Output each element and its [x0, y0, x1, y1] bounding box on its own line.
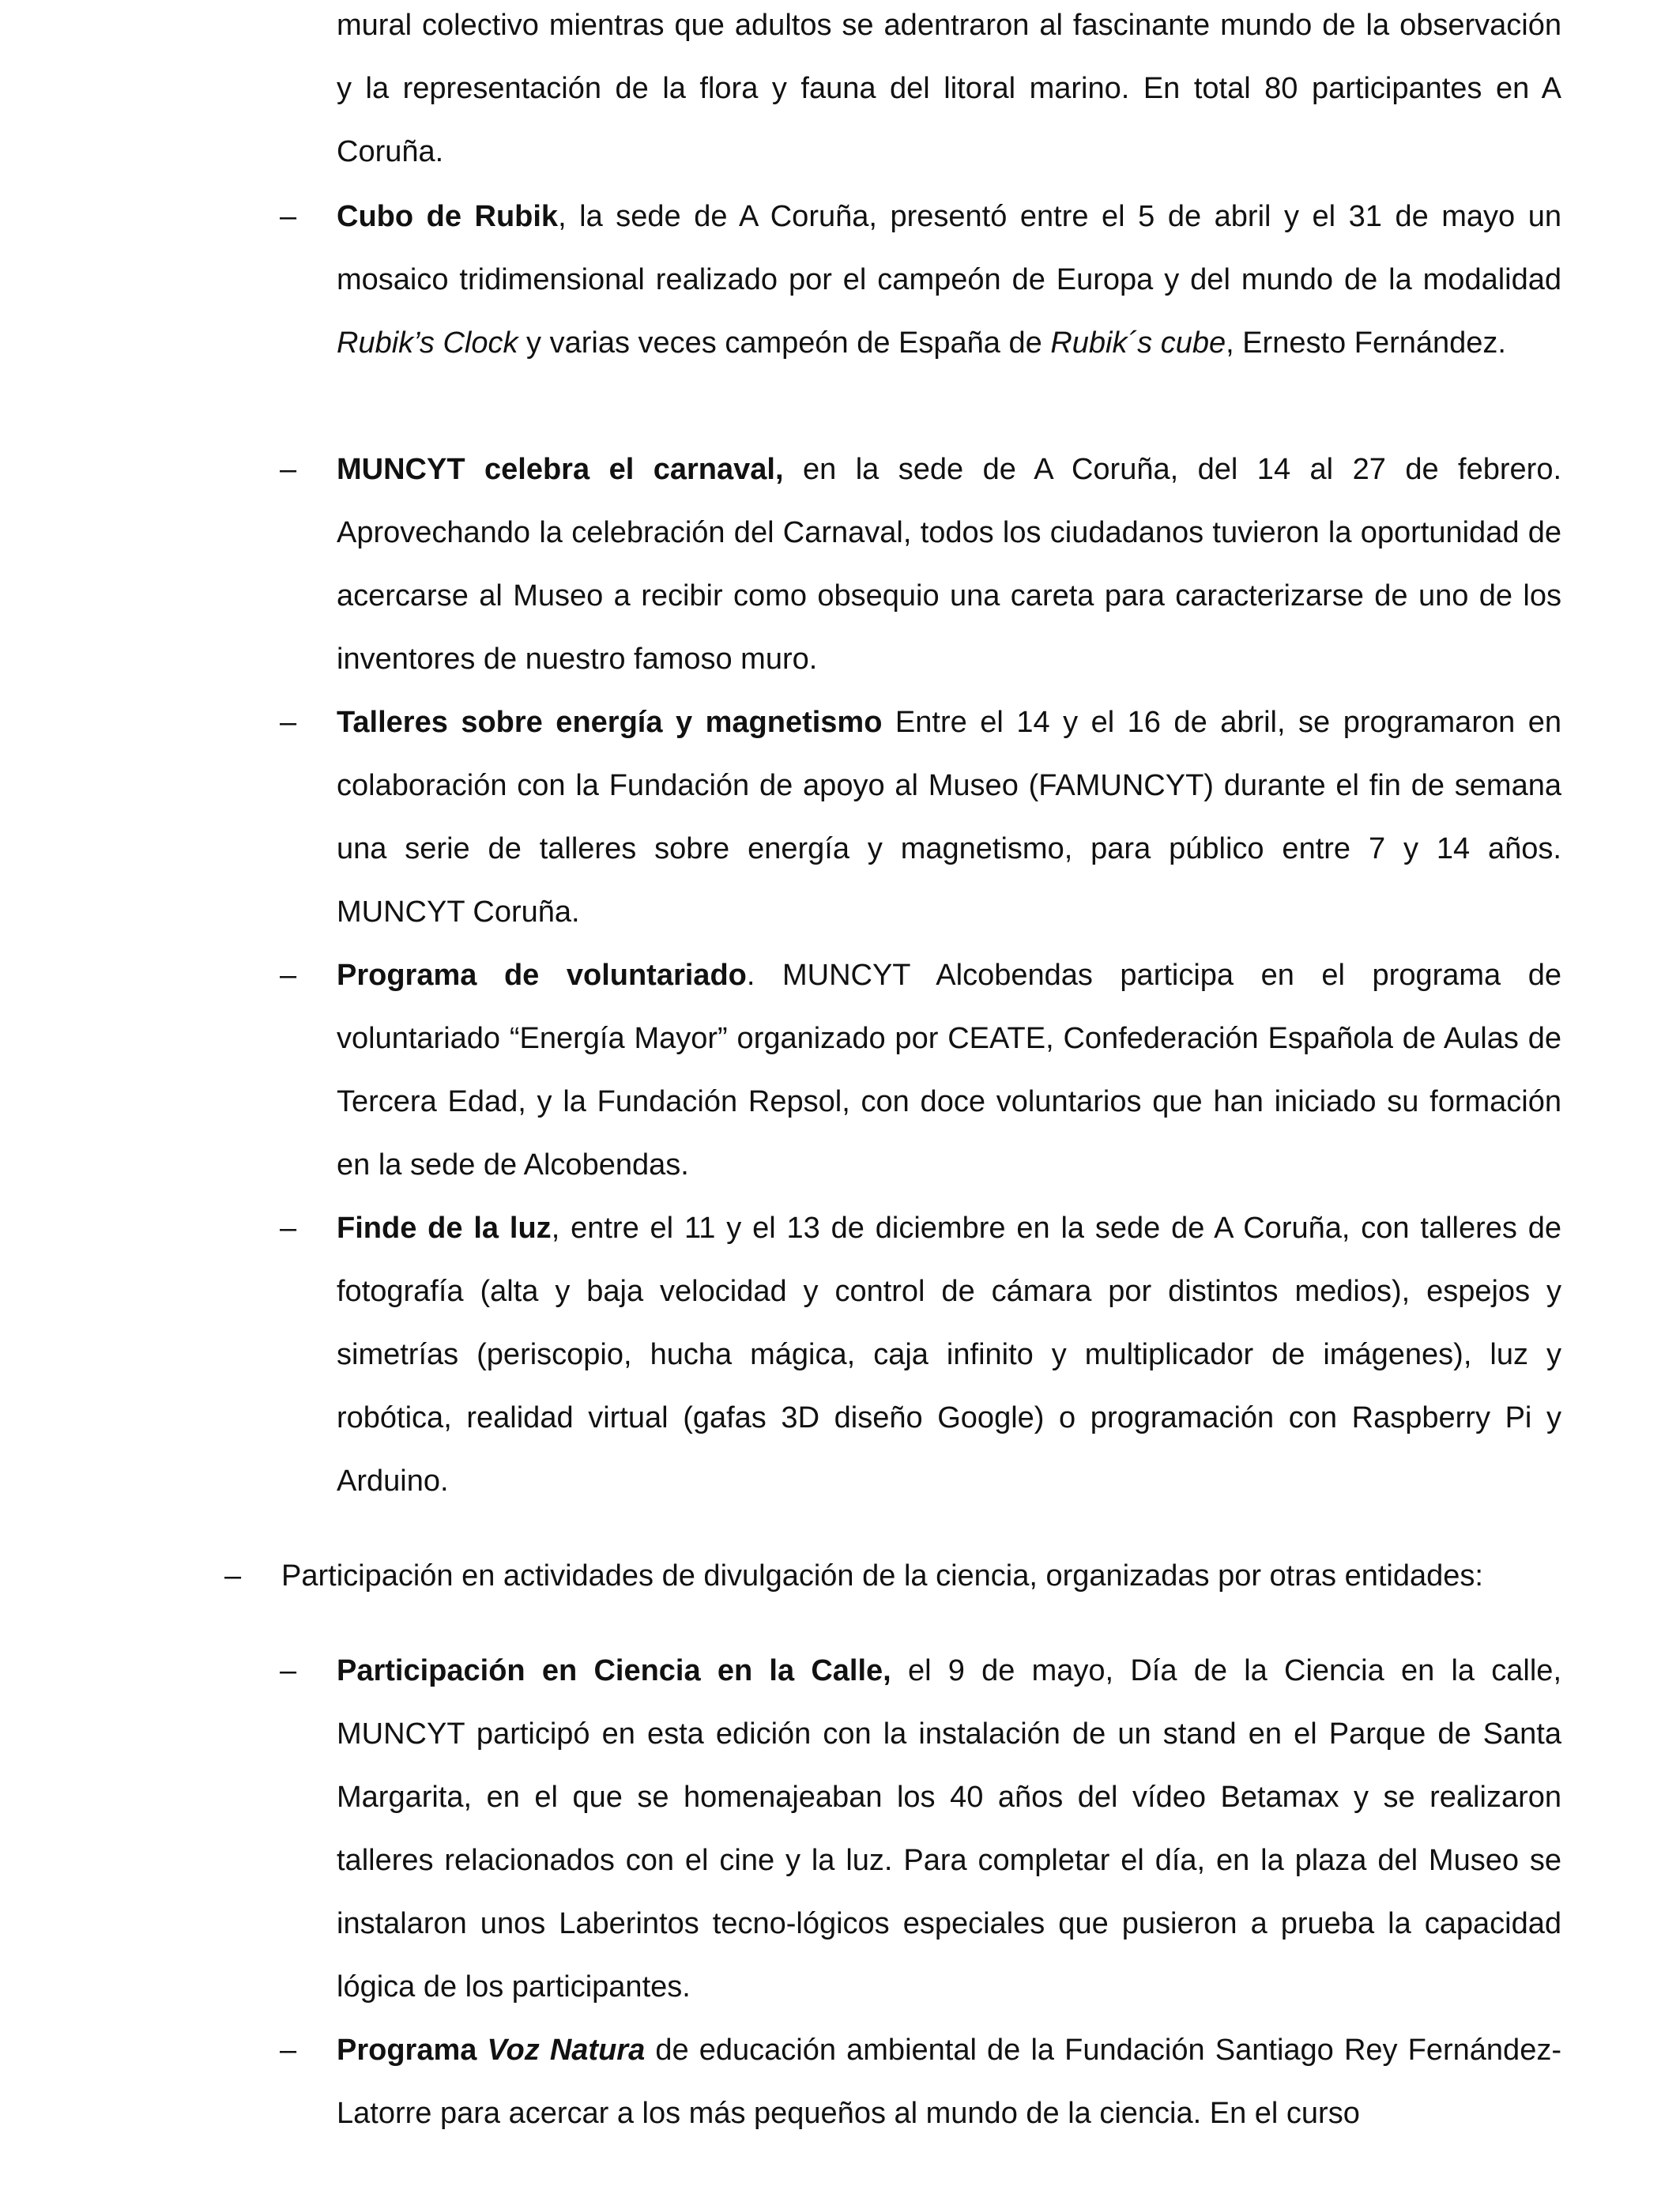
list-item-text: Cubo de Rubik, la sede de A Coruña, presentó entre el 5 de abril y el 31 de mayo un mosaico tridimensional realizado por el campeón de Europa y del mundo de la modalidad Rubik’s Clock y varias veces campeón de España de Rubik´s cube, Ernesto Fernández. [337, 200, 1562, 360]
list-item-text: Talleres sobre energía y magnetismo Entre el 14 y el 16 de abril, se programaron en colaboración con la Fundación de apoyo al Museo (FAMUNCYT) durante el fin de semana una serie de talleres sobre energía y magnetismo, para público entre 7 y 14 años. MUNCYT Coruña. [337, 706, 1562, 929]
italic-term: Rubik´s cube [1050, 326, 1226, 360]
list-item-voz-natura [280, 2019, 1561, 2145]
list-item-text: Participación en Ciencia en la Calle, el 9 de mayo, Día de la Ciencia en la calle, MUNCYT participó en esta edición con la instalación de un stand en el Parque de Santa Margarita, en el que se homenajeaban los 40 años del vídeo Betamax y se realizaron talleres relacionados con el cine y la luz. Para completar el día, en la plaza del Museo se instalaron unos Laberintos tecno-lógicos especiales que pusieron a prueba la capacidad lógica de los participantes. [337, 1654, 1561, 2004]
list-item-text: Finde de la luz, entre el 11 y el 13 de diciembre en la sede de A Coruña, con talleres de fotografía (alta y baja velocidad y control de cámara por distintos medios), espejos y simetrías (periscopio, hucha mágica, caja infinito y multiplicador de imágenes), luz y robótica, realidad virtual (gafas 3D diseño Google) o programación con Raspberry Pi y Arduino. [337, 1212, 1562, 1498]
item-title: Programa [337, 2034, 488, 2067]
bullet-dash: – [280, 706, 297, 739]
bullet-dash: – [280, 200, 297, 233]
item-title: Talleres sobre energía y magnetismo [337, 706, 883, 739]
section-heading-text: Participación en actividades de divulgación de la ciencia, organizadas por otras entidades: [281, 1559, 1483, 1593]
bullet-dash: – [280, 1212, 297, 1245]
bullet-dash: – [280, 959, 297, 992]
item-title: Cubo de Rubik [337, 200, 559, 233]
list-item-finde-luz [280, 1197, 1562, 1513]
continuation-paragraph [337, 0, 1561, 183]
list-item-text: Programa Voz Natura de educación ambiental de la Fundación Santiago Rey Fernández-Latorre para acercar a los más pequeños al mundo de la ciencia. En el curso [337, 2034, 1561, 2130]
list-item-carnaval [280, 438, 1562, 691]
list-item-text: MUNCYT celebra el carnaval, en la sede de A Coruña, del 14 al 27 de febrero. Aprovechando la celebración del Carnaval, todos los ciudadanos tuvieron la oportunidad de acercarse al Museo a recibir como obsequio una careta para caracterizarse de uno de los inventores de nuestro famoso muro. [337, 453, 1562, 676]
list-item-ciencia-calle [280, 1639, 1561, 2019]
item-title: Finde de la luz [337, 1212, 552, 1245]
list-item-voluntariado [280, 944, 1561, 1197]
item-title: Programa de voluntariado [337, 959, 747, 992]
bullet-dash: – [280, 2034, 297, 2067]
list-item-text: Programa de voluntariado. MUNCYT Alcobendas participa en el programa de voluntariado “Energía Mayor” organizado por CEATE, Confederación Española de Aulas de Tercera Edad, y la Fundación Repsol, con doce voluntarios que han iniciado su formación en la sede de Alcobendas. [337, 959, 1561, 1182]
continuation-text: mural colectivo mientras que adultos se adentraron al fascinante mundo de la observación y la representación de la flora y fauna del litoral marino. En total 80 participantes en A Coruña. [337, 9, 1561, 168]
italic-term: Voz Natura [487, 2034, 646, 2067]
list-item-talleres [280, 691, 1562, 944]
item-title: MUNCYT celebra el carnaval, [337, 453, 784, 486]
list-item-cubo-rubik [280, 185, 1562, 375]
bullet-dash: – [280, 1654, 297, 1687]
section-heading-external [224, 1544, 1561, 1608]
bullet-dash: – [280, 453, 297, 486]
italic-term: Rubik’s Clock [337, 326, 518, 360]
item-title: Participación en Ciencia en la Calle, [337, 1654, 891, 1687]
bullet-dash: – [224, 1559, 242, 1593]
